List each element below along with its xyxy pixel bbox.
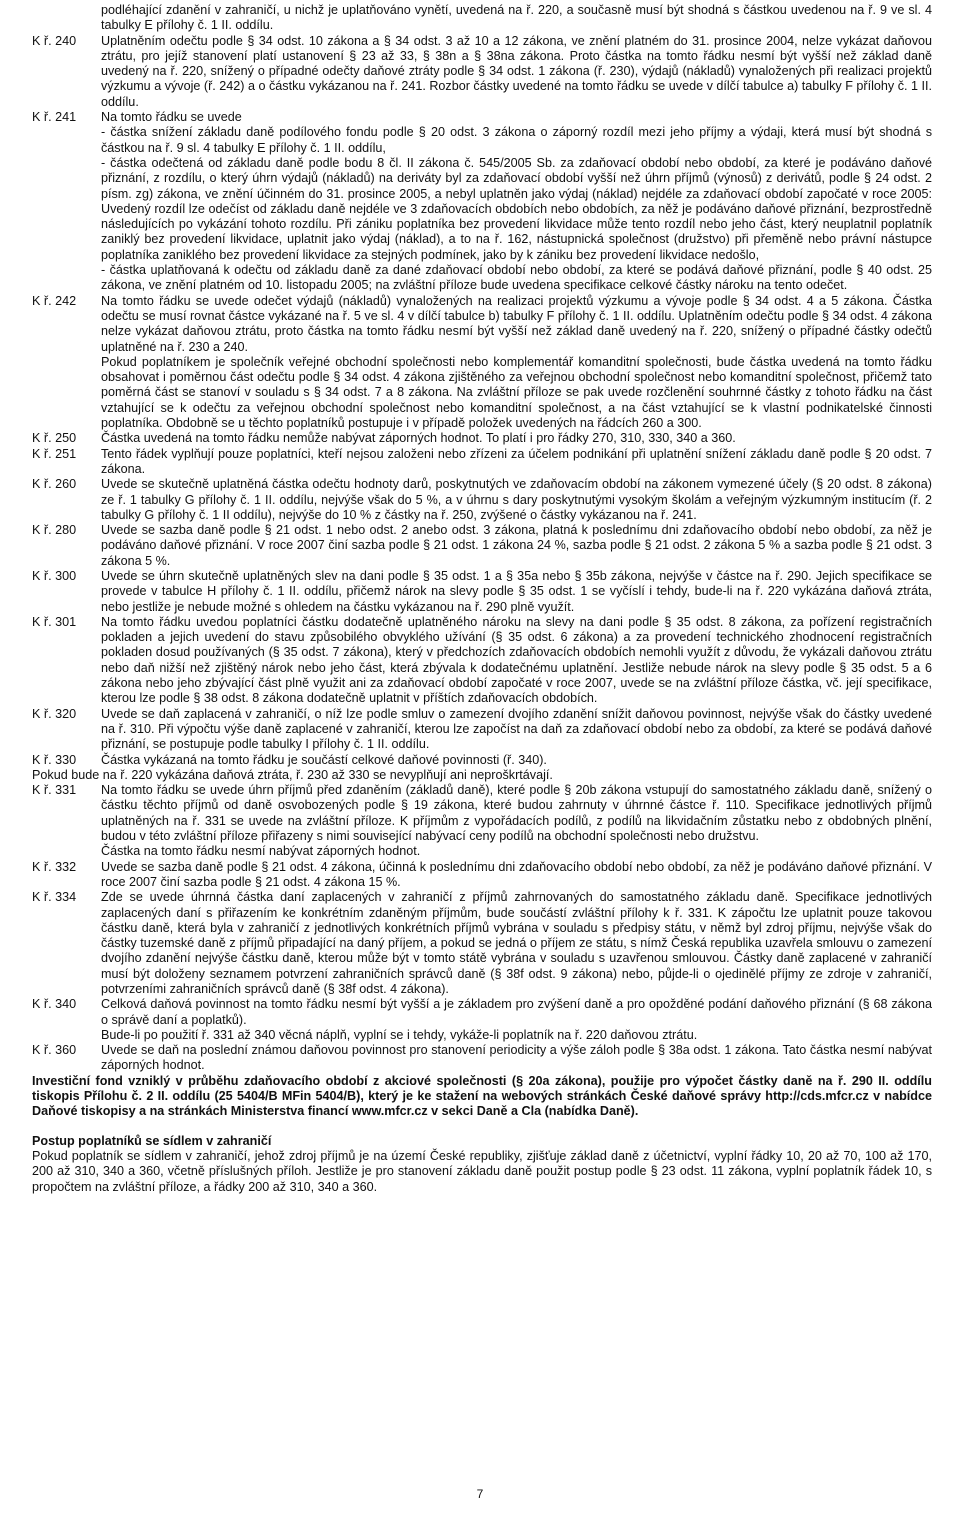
- entry-paragraph: Celková daňová povinnost na tomto řádku nesmí být vyšší a je základem pro zvýšení daně a pro opožděné podání daňového přiznání (§ 68 zákona o správě daní a poplatků).: [101, 997, 932, 1027]
- section-paragraph: Pokud poplatník se sídlem v zahraničí, jehož zdroj příjmů je na území České republiky, zjišťuje základ daně z účetnictví, vyplní řádky 10, 20 až 70, 100 až 170, 200 až 310, 340 a 360, včetně příslušných příloh. Jestliže je pro stanovení základu daně použit postup podle § 23 odst. 11 zákona, vyplní poplatník řádek 10, s propočtem na zvláštní příloze, a řádky 200 až 310, 340 a 360.: [32, 1148, 932, 1194]
- entry-r242: [32, 294, 932, 432]
- entry-r334: [32, 890, 932, 997]
- entry-label: K ř. 320: [32, 706, 77, 721]
- entry-paragraph: Na tomto řádku se uvede: [101, 110, 242, 125]
- entry-paragraph: Na tomto řádku uvedou poplatníci částku dodatečně uplatněného nároku na slevy na dani podle § 35 odst. 8 zákona, za pořízení registračních pokladen a jejich uvedení do stavu způsobilého obvyklého užívání (§ 35 odst. 6 zákona) a za provedení technického zhodnocení registračních pokladen dosud používaných (§ 35 odst. 7 zákona), který v předchozích zdaňovacích obdobích nemohli využít z důvodu, že vykázali daňovou ztrátu nebo daň nižší než zjištěný nárok nebo jeho část, která zbývala k dodatečnému uplatnění. Jestliže nebude nárok na slevy podle § 35 odst. 5 a 6 zákona nebo jeho zbývající část plně využit ani za zdaňovací období započaté v roce 2007, uvede se na zvláštní příloze částka, vč. její specifikace, kterou lze podle § 38 odst. 8 zákona dodatečně uplatnit v příštích zdaňovacích obdobích.: [101, 614, 932, 706]
- entry-label: K ř. 332: [32, 859, 77, 874]
- entry-r260: [32, 477, 932, 523]
- entry-r251: [32, 447, 932, 478]
- entry-paragraph: Bude-li po použití ř. 331 až 340 věcná náplň, vyplní se i tehdy, vykáže-li poplatník na ř. 220 daňovou ztrátu.: [101, 1027, 698, 1042]
- entry-continuation: [32, 3, 932, 34]
- entry-r330: [32, 753, 932, 768]
- entry-label: K ř. 280: [32, 523, 77, 538]
- entry-paragraph: Na tomto řádku se uvede odečet výdajů (nákladů) vynaložených na realizaci projektů výzkumu a vývoje podle § 34 odst. 4 a 5 zákona. Částka odečtu se musí rovnat částce vykázané na ř. 5 ve sl. 4 v dílčí tabulce b) tabulky F přílohy č. 1 II. oddílu. Uplatněním odečtu podle § 34 odst. 4 zákona nelze vykázat daňovou ztrátu, proto částka na tomto řádku nesmí být vyšší než základ daně uvedený na ř. 220, snížený o případné částky odečtů uplatněné na ř. 230 a 240.: [101, 293, 932, 354]
- entry-paragraph: podléhající zdanění v zahraničí, u nichž je uplatňováno vynětí, uvedená na ř. 220, a současně musí být shodná s částkou uvedenou na ř. 9 ve sl. 4 tabulky E přílohy č. 1 II. oddílu.: [101, 3, 932, 33]
- entry-paragraph: Uvede se daň na poslední známou daňovou povinnost pro stanovení periodicity a výše záloh podle § 38a odst. 1 zákona. Tato částka nesmí nabývat záporných hodnot.: [101, 1043, 932, 1073]
- entry-r320: [32, 707, 932, 753]
- entry-paragraph: Tento řádek vyplňují pouze poplatníci, kteří nejsou založeni nebo zřízeni za účelem podnikání při uplatnění snížení základu daně podle § 20 odst. 7 zákona.: [101, 446, 932, 476]
- entry-label: K ř. 240: [32, 33, 77, 48]
- loss-notice: Pokud bude na ř. 220 vykázána daňová ztráta, ř. 230 až 330 se nevyplňují ani neproškrtávají.: [32, 767, 553, 782]
- entry-r301: [32, 615, 932, 707]
- entry-label: K ř. 331: [32, 783, 77, 798]
- entry-paragraph: Částka na tomto řádku nesmí nabývat záporných hodnot.: [101, 844, 421, 859]
- section-heading: Postup poplatníků se sídlem v zahraničí: [32, 1133, 272, 1148]
- entry-label: K ř. 251: [32, 446, 77, 461]
- entry-label: K ř. 334: [32, 890, 77, 905]
- entry-paragraph: Částka vykázaná na tomto řádku je součástí celkové daňové povinnosti (ř. 340).: [101, 752, 547, 767]
- entry-label: K ř. 241: [32, 110, 77, 125]
- entry-paragraph: Uvede se sazba daně podle § 21 odst. 1 nebo odst. 2 anebo odst. 3 zákona, platná k poslednímu dni zdaňovacího období nebo období, za něž je podáváno daňové přiznání. V roce 2007 činí sazba podle § 21 odst. 1 zákona 24 %, sazba podle § 21 odst. 2 zákona 5 % a sazba podle § 21 odst. 3 zákona 5 %.: [101, 523, 932, 568]
- entry-label: K ř. 250: [32, 431, 77, 446]
- entry-label: K ř. 301: [32, 614, 77, 629]
- entry-label: K ř. 360: [32, 1043, 77, 1058]
- entry-paragraph: - částka uplatňovaná k odečtu od základu daně za dané zdaňovací období nebo období, za které se podává daňové přiznání, podle § 40 odst. 25 zákona, ve znění platném od 10. listopadu 2005; na zvláštní příloze bude uvedena specifikace celkové částky nároku na tento odečet.: [101, 263, 932, 293]
- entry-r241: [32, 110, 932, 294]
- entry-paragraph: - částka snížení základu daně podílového fondu podle § 20 odst. 3 zákona o záporný rozdíl mezi jeho příjmy a výdaji, která musí být shodná s částkou na ř. 9 sl. 4 tabulky E přílohy č. 1 II. oddílu,: [101, 125, 932, 155]
- entry-paragraph: Na tomto řádku se uvede úhrn příjmů před zdaněním (základů daně), které podle § 20b zákona vstupují do samostatného základu daně, snížený o částku těchto příjmů od daně osvobozených podle § 19 zákona, které budou zahrnuty v úhrnné částce ř. 110. Specifikace jednotlivých příjmů uplatněných na ř. 331 se uvede na zvláštní příloze. K příjmům z vypořádacích podílů, z podílů na likvidačním zůstatku nebo z obdobných plnění, budou v této zvláštní příloze přiřazeny s nimi související nabývací ceny podílů na obchodní společnosti nebo družstvu.: [101, 783, 932, 844]
- entry-label: K ř. 300: [32, 568, 77, 583]
- entry-paragraph: Zde se uvede úhrnná částka daní zaplacených v zahraničí z příjmů zahrnovaných do samostatného základu daně. Specifikace jednotlivých zaplacených daní s přiřazením ke konkrétním zdaněným příjmům, bude součástí zvláštní přílohy k ř. 331. K zápočtu lze uplatnit pouze takovou částku daně, která byla v zahraničí z jednotlivých konkrétních příjmů vybrána v souladu s předpisy státu, v němž byl zdroj příjmu, nejvýše však do částky tuzemské daně z příjmů připadající na daný příjem, a pokud se jedná o příjem ze státu, s nímž Česká republika uzavřela smlouvu o zamezení dvojího zdanění nejvýše částku daně, kterou může být v tomto státě vybrána v souladu s uzavřenou smlouvou. Částky daně zaplacené v zahraničí musí být doloženy seznamem potvrzení zahraničních správců daně (§ 38f odst. 9 zákona) nebo, půjde-li o ojedinělé příjmy ze zdroje v zahraničí, potvrzeními zahraničních správců daně (§ 38f odst. 4 zákona).: [101, 890, 932, 996]
- entry-r300: [32, 569, 932, 615]
- entry-paragraph: Uvede se sazba daně podle § 21 odst. 4 zákona, účinná k poslednímu dni zdaňovacího období nebo období, za něž je podáváno daňové přiznání. V roce 2007 činí sazba podle § 21 odst. 4 zákona 15 %.: [101, 859, 932, 889]
- entry-r331: [32, 783, 932, 859]
- entry-r360: [32, 1043, 932, 1074]
- page-number: 7: [476, 1487, 484, 1501]
- entry-r332: [32, 860, 932, 891]
- entry-r340: [32, 997, 932, 1043]
- entry-label: K ř. 260: [32, 477, 77, 492]
- entry-label: K ř. 330: [32, 752, 77, 767]
- spacer: [32, 1120, 932, 1134]
- entry-paragraph: Uvede se skutečně uplatněná částka odečtu hodnoty darů, poskytnutých ve zdaňovacím období na zákonem vymezené účely (§ 20 odst. 8 zákona) ze ř. 1 tabulky G přílohy č. 1 II. oddílu, nejvýše však do 5 %, a v úhrnu s dary poskytnutými vysokým školám a veřejným výzkumným institucím (ř. 2 tabulky G přílohy č. 1 II oddílu), nejvýše do 10 % z částky na ř. 250, zvýšené o částky vykázanou na ř. 241.: [101, 477, 932, 522]
- entry-paragraph: Uvede se úhrn skutečně uplatněných slev na dani podle § 35 odst. 1 a § 35a nebo § 35b zákona, nejvýše v částce na ř. 290. Jejich specifikace se provede v tabulce H přílohy č. 1 II. oddílu, přičemž nárok na slevy podle § 35 odst. 1 se vyčíslí i tehdy, bude-li na ř. 220 vykázána daňová ztráta, nebo jestliže je nebude možné s ohledem na částku vykázanou na ř. 290 plně využít.: [101, 568, 932, 614]
- entry-r240: [32, 34, 932, 110]
- entry-paragraph: - částka odečtená od základu daně podle bodu 8 čl. II zákona č. 545/2005 Sb. za zdaňovací období nebo období, za které je podáváno daňové přiznání, z rozdílu, o který úhrn výdajů (nákladů) na deriváty byl za zdaňovací období vyšší než úhrn příjmů (výnosů) z derivátů, podle § 24 odst. 2 písm. zg) zákona, ve znění účinném do 31. prosince 2005, a nebyl uplatněn jako výdaj (náklad) nejdéle za zdaňovací období započaté v roce 2005: Uvedený rozdíl lze odečíst od základu daně nejdéle ve 3 zdaňovacích obdobích nebo obdobích, za něž je podáváno daňové přiznání, bezprostředně následujících po vykázání tohoto rozdílu. Při zániku poplatníka bez provedení likvidace může tento rozdíl nebo jeho část, který neuplatnil poplatník zaniklý bez provedení likvidace, uplatnit jako výdaj (náklad), a to na ř. 162, nástupnická společnost (družstvo) při přeměně nebo právní nástupce poplatníka zaniklého bez provedení likvidace za stejných podmínek, jako by k zániku bez provedení likvidace nedošlo,: [101, 155, 932, 262]
- investment-fund-notice: Investiční fond vzniklý v průběhu zdaňovacího období z akciové společnosti (§ 20a zákona), použije pro výpočet částky daně na ř. 290 II. oddílu tiskopis Přílohu č. 2 II. oddílu (25 5404/B MFin 5404/B), který je ke stažení na webových stránkách České daňové správy http://cds.mfcr.cz v nabídce Daňové tiskopisy a na stránkách Ministerstva financí www.mfcr.cz v sekci Daně a Cla (nabídka Daně).: [32, 1073, 932, 1119]
- entry-label: K ř. 242: [32, 293, 77, 308]
- document-page: [32, 0, 932, 1195]
- entry-paragraph: Uvede se daň zaplacená v zahraničí, o níž lze podle smluv o zamezení dvojího zdanění snížit daňovou povinnost, nejvýše však do částky uvedené na ř. 310. Při výpočtu výše daně zaplacené v zahraničí, kterou lze započíst na daň za zdaňovací období nebo za období, za které se podává daňové přiznání, se postupuje podle tabulky I přílohy č. 1 II. oddílu.: [101, 706, 932, 752]
- entry-r280: [32, 523, 932, 569]
- entry-label: K ř. 340: [32, 997, 77, 1012]
- entry-paragraph: Pokud poplatníkem je společník veřejné obchodní společnosti nebo komplementář komanditní společnosti, bude částka uvedená na tomto řádku obsahovat i poměrnou část odečtu podle § 34 odst. 4 zákona zjištěného za veřejnou obchodní společnost nebo komanditní společnost, přičemž tato poměrná část se stanoví v souladu s § 34 odst. 7 a 8 zákona. Na zvláštní příloze se pak uvede rozčlenění souhrnné částky z tohoto řádku na část vztahující se k odečtu za veřejnou obchodní společnost nebo komanditní společnost, a na část vztahující se k vlastní podnikatelské činnosti poplatníka. Obdobně se u těchto poplatníků postupuje i v případě položek uvedených na řádcích 260 a 300.: [101, 354, 932, 431]
- entry-paragraph: Částka uvedená na tomto řádku nemůže nabývat záporných hodnot. To platí i pro řádky 270, 310, 330, 340 a 360.: [101, 431, 736, 446]
- entry-paragraph: Uplatněním odečtu podle § 34 odst. 10 zákona a § 34 odst. 3 až 10 a 12 zákona, ve znění platném do 31. prosince 2004, nelze vykázat daňovou ztrátu, pro jejíž stanovení platí ustanovení § 23 až 33, § 38n a § 38na zákona. Proto částka na tomto řádku nesmí být vyšší než základ daně uvedený na ř. 220, snížený o případné odečty daňové ztráty podle § 34 odst. 1 zákona (ř. 230), výdajů (nákladů) vynaložených při realizaci projektů výzkumu a vývoje (ř. 242) a o částku vykázanou na ř. 241. Rozbor částky uvedené na tomto řádku se uvede v dílčí tabulce a) tabulky F přílohy č. 1 II. oddílu.: [101, 33, 932, 109]
- entry-r250: [32, 431, 932, 446]
